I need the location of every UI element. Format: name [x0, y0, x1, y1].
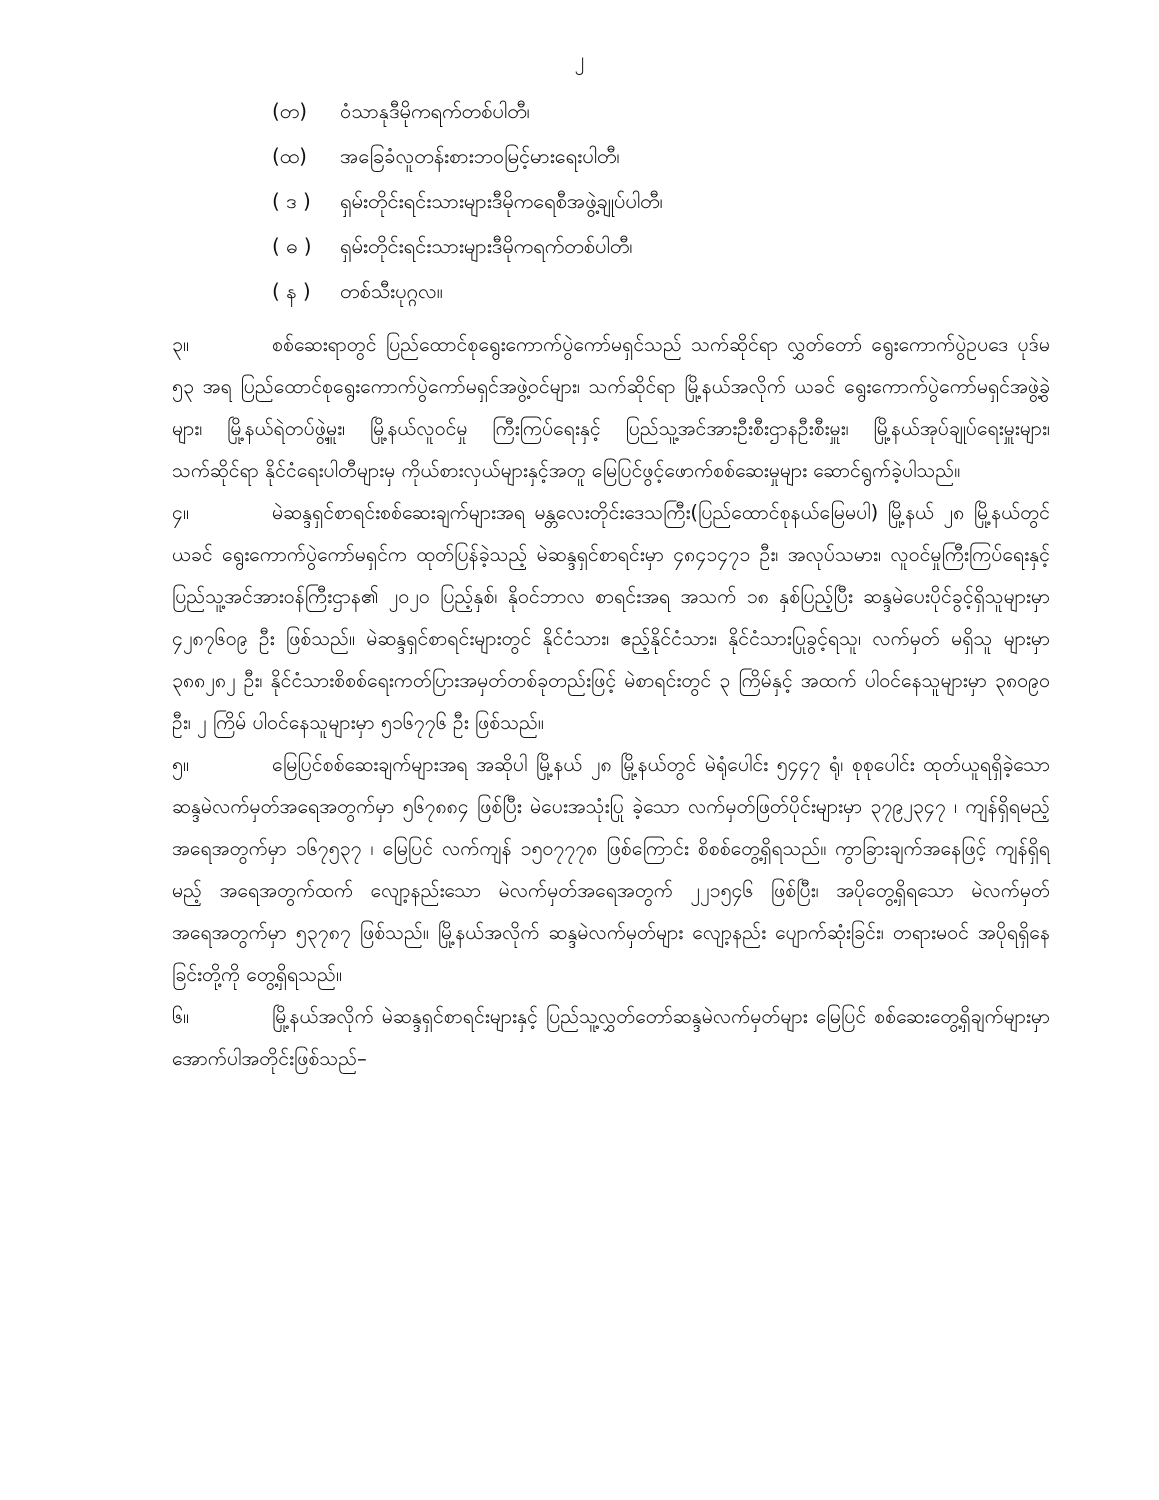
list-text: တစ်သီးပုဂ္ဂလ။	[340, 279, 443, 303]
list-marker: (ထ)	[272, 144, 307, 168]
list-text: ဝံသာနုဒီမိုကရက်တစ်ပါတီ၊	[340, 99, 530, 123]
party-list	[272, 98, 1032, 323]
list-text: အခြေခံလူတန်းစားဘဝမြင့်မားရေးပါတီ၊	[340, 144, 620, 168]
list-text: ရှမ်းတိုင်းရင်းသားများဒီမိုကရက်တစ်ပါတီ၊	[340, 234, 633, 258]
list-text: ရှမ်းတိုင်းရင်းသားများဒီမိုကရေစီအဖွဲ့ချုပ်ပါတီ၊	[340, 189, 663, 213]
list-item	[272, 98, 1032, 143]
list-item	[272, 278, 1032, 323]
paragraph-3	[172, 324, 1050, 492]
list-item	[272, 233, 1032, 278]
paragraph-number: ၄။	[172, 501, 189, 524]
paragraph-text: စစ်ဆေးရာတွင် ပြည်ထောင်စုရွေးကောက်ပွဲကော်မရှင်သည် သက်ဆိုင်ရာ လွှတ်တော် ရွေးကောက်ပွဲဥပဒေ ပုဒ်မ ၅၃ အရ ပြည်ထောင်စုရွေးကောက်ပွဲကော်မရှင်အဖွဲ့ဝင်များ၊ သက်ဆိုင်ရာ မြို့နယ်အလိုက် ယခင် ရွေးကောက်ပွဲကော်မရှင်အဖွဲ့ခွဲများ၊ မြို့နယ်ရဲတပ်ဖွဲ့မှူး၊ မြို့နယ်လူဝင်မှု ကြီးကြပ်ရေးနှင့် ပြည်သူ့အင်အားဦးစီးဌာနဦးစီးမှူး၊ မြို့နယ်အုပ်ချုပ်ရေးမှူးများ၊ သက်ဆိုင်ရာ နိုင်ငံရေးပါတီများမှ ကိုယ်စားလှယ်များနှင့်အတူ မြေပြင်ဖွင့်ဖောက်စစ်ဆေးမှုများ ဆောင်ရွက်ခဲ့ပါသည်။	[172, 333, 1050, 482]
paragraph-number: ၃။	[172, 333, 189, 356]
paragraph-number: ၆။	[172, 1005, 189, 1028]
list-marker: (တ)	[272, 99, 308, 123]
page-number: ၂	[574, 47, 585, 71]
paragraph-5	[172, 744, 1050, 996]
paragraph-6	[172, 996, 1050, 1080]
list-marker: ( ဓ )	[272, 234, 312, 258]
paragraph-4	[172, 492, 1050, 744]
body-paragraphs	[172, 324, 1050, 1080]
paragraph-text: မြေပြင်စစ်ဆေးချက်များအရ အဆိုပါ မြို့နယ် ၂၈ မြို့နယ်တွင် မဲရုံပေါင်း ၅၄၄၇ ရုံ၊ စုစုပေါင်း ထုတ်ယူရရှိခဲ့သော ဆန္ဒမဲလက်မှတ်အရေအတွက်မှာ ၅၆၇၈၈၄ ဖြစ်ပြီး မဲပေးအသုံးပြု ခဲ့သော လက်မှတ်ဖြတ်ပိုင်းများမှာ ၃၇၉၂၃၄၇ ၊ ကျန်ရှိရမည့်အရေအတွက်မှာ ၁၆၇၅၃၇ ၊ မြေပြင် လက်ကျန် ၁၅၀၇၇၇၈ ဖြစ်ကြောင်း စိစစ်တွေ့ရှိရသည်။ ကွာခြားချက်အနေဖြင့် ကျန်ရှိရမည့် အရေအတွက်ထက် လျော့နည်းသော မဲလက်မှတ်အရေအတွက် ၂၂၁၅၄၆ ဖြစ်ပြီး၊ အပိုတွေ့ရှိရသော မဲလက်မှတ်အရေအတွက်မှာ ၅၃၇၈၇ ဖြစ်သည်။ မြို့နယ်အလိုက် ဆန္ဒမဲလက်မှတ်များ လျော့နည်း ပျောက်ဆုံးခြင်း၊ တရားမဝင် အပိုရရှိနေခြင်းတို့ကို တွေ့ရှိရသည်။	[172, 753, 1050, 986]
list-marker: ( ဒ )	[272, 189, 311, 213]
paragraph-text: မဲဆန္ဒရှင်စာရင်းစစ်ဆေးချက်များအရ မန္တလေးတိုင်းဒေသကြီး(ပြည်ထောင်စုနယ်မြေမပါ) မြို့နယ် ၂၈ မြို့နယ်တွင် ယခင် ရွေးကောက်ပွဲကော်မရှင်က ထုတ်ပြန်ခဲ့သည့် မဲဆန္ဒရှင်စာရင်းမှာ ၄၈၄၁၄၇၁ ဦး၊ အလုပ်သမား၊ လူဝင်မှုကြီးကြပ်ရေးနှင့် ပြည်သူ့အင်အားဝန်ကြီးဌာန၏ ၂၀၂၀ ပြည့်နှစ်၊ နိုဝင်ဘာလ စာရင်းအရ အသက် ၁၈ နှစ်ပြည့်ပြီး ဆန္ဒမဲပေးပိုင်ခွင့်ရှိသူများမှာ ၄၂၈၇၆၀၉ ဦး ဖြစ်သည်။ မဲဆန္ဒရှင်စာရင်းများတွင် နိုင်ငံသား၊ ဧည့်နိုင်ငံသား၊ နိုင်ငံသားပြုခွင့်ရသူ၊ လက်မှတ် မရှိသူ များမှာ ၃၈၈၂၈၂ ဦး၊ နိုင်ငံသားစိစစ်ရေးကတ်ပြားအမှတ်တစ်ခုတည်းဖြင့် မဲစာရင်းတွင် ၃ ကြိမ်နှင့် အထက် ပါဝင်နေသူများမှာ ၃၈၀၉၀ ဦး၊ ၂ ကြိမ် ပါဝင်နေသူများမှာ ၅၁၆၇၇၆ ဦး ဖြစ်သည်။	[172, 501, 1050, 734]
paragraph-text: မြို့နယ်အလိုက် မဲဆန္ဒရှင်စာရင်းများနှင့် ပြည်သူ့လွှတ်တော်ဆန္ဒမဲလက်မှတ်များ မြေပြင် စစ်ဆေးတွေ့ရှိချက်များမှာ အောက်ပါအတိုင်းဖြစ်သည်–	[172, 1005, 1050, 1070]
list-marker: ( န )	[272, 279, 311, 303]
paragraph-number: ၅။	[172, 753, 189, 776]
list-item	[272, 188, 1032, 233]
list-item	[272, 143, 1032, 188]
